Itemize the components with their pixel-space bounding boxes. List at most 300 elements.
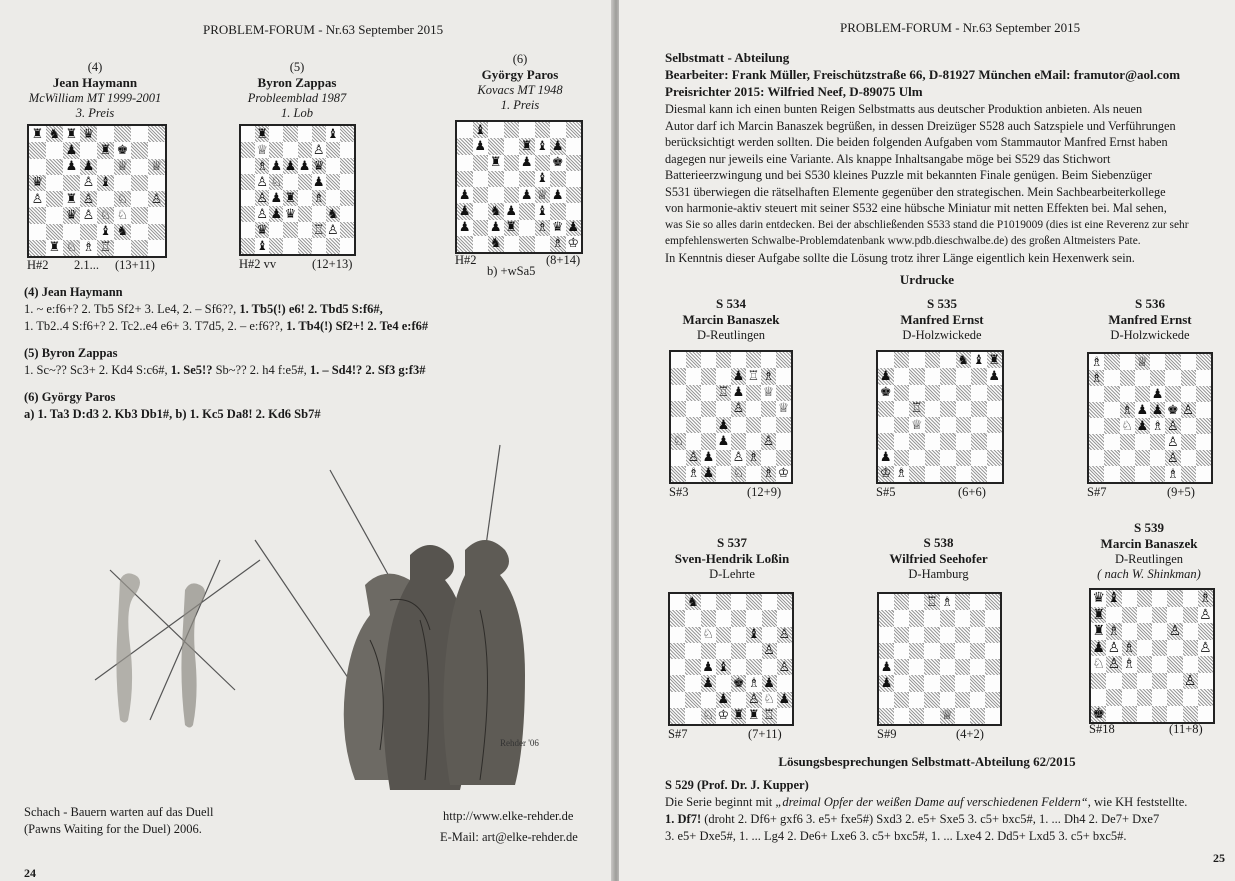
board-square — [114, 142, 131, 158]
stipulation: S#3 — [669, 485, 689, 499]
board-square — [894, 594, 909, 610]
black-piece: ♟ — [298, 158, 311, 174]
problem-author: Byron Zappas — [257, 75, 337, 90]
white-piece: ♖ — [747, 368, 760, 384]
board-square — [731, 692, 746, 708]
board-square — [956, 401, 972, 417]
board-square — [1181, 370, 1196, 386]
board-square — [940, 417, 956, 433]
artist-url[interactable]: http://www.elke-rehder.de — [443, 809, 574, 823]
solution-text: 1. ~ e:f6+? 2. Tb5 Sf2+ 3. Le4, 2. – Sf6??, — [24, 302, 240, 316]
board-square — [1150, 418, 1165, 434]
solution-s529 — [665, 777, 1225, 845]
board-square — [566, 187, 582, 203]
black-piece: ♟ — [270, 158, 283, 174]
problem-source: Kovacs MT 1948 — [477, 83, 563, 97]
board-square — [1135, 402, 1150, 418]
intro-line: Diesmal kann ich einen bunten Reigen Selbstmatts aus deutscher Produktion anbieten. Als neuen — [665, 102, 1143, 116]
board-square — [746, 401, 761, 417]
page-number: 25 — [1213, 851, 1225, 865]
black-piece: ♝ — [256, 238, 269, 254]
board-square — [746, 352, 761, 368]
board-square — [909, 368, 925, 384]
white-piece: ♗ — [1199, 590, 1212, 607]
board-square — [746, 385, 761, 401]
board-square — [340, 126, 354, 142]
board-square — [1165, 434, 1180, 450]
board-square — [956, 417, 972, 433]
board-square — [670, 692, 685, 708]
white-piece: ♗ — [1167, 466, 1179, 482]
page-number: 24 — [24, 866, 36, 880]
board-square — [685, 643, 700, 659]
board-square — [878, 385, 894, 401]
black-piece: ♟ — [458, 220, 471, 236]
black-piece: ♟ — [551, 138, 564, 154]
board-square — [1183, 673, 1198, 690]
board-square — [1120, 418, 1135, 434]
problem-author: Manfred Ernst — [900, 312, 984, 327]
board-square — [985, 692, 1000, 708]
section-title: Selbstmatt - Abteilung — [665, 50, 790, 65]
problem-award: 1. Lob — [281, 106, 313, 120]
white-piece: ♙ — [31, 191, 44, 207]
black-piece: ♜ — [1092, 623, 1105, 640]
board-square — [762, 692, 777, 708]
board-square — [761, 401, 776, 417]
board-square — [956, 368, 972, 384]
board-square — [925, 433, 941, 449]
board-square — [716, 708, 731, 724]
board-square — [1181, 418, 1196, 434]
board-square — [879, 594, 894, 610]
board-square — [1104, 450, 1119, 466]
black-piece: ♝ — [717, 659, 730, 675]
board-square — [1165, 466, 1180, 482]
board-square — [670, 627, 685, 643]
board-square — [671, 433, 686, 449]
board-square — [909, 401, 925, 417]
black-piece: ♛ — [312, 158, 325, 174]
black-piece: ♞ — [326, 206, 339, 222]
board-square — [46, 224, 63, 240]
board-square — [987, 433, 1003, 449]
board-square — [971, 450, 987, 466]
board-square — [924, 643, 939, 659]
board-square — [298, 190, 312, 206]
board-square — [29, 159, 46, 175]
problem-author: Jean Haymann — [52, 75, 138, 90]
board-square — [473, 122, 489, 138]
intro-line: S531 überwiegen die rätselhaften Elemente gegenüber den strategischen. Mein Sachbearbeiterkollege — [665, 184, 1166, 199]
black-piece: ♟ — [717, 692, 730, 708]
board-square — [762, 708, 777, 724]
board-square — [488, 122, 504, 138]
white-piece: ♙ — [256, 174, 269, 190]
black-piece: ♟ — [270, 190, 283, 206]
board-square — [255, 190, 269, 206]
board-square — [686, 368, 701, 384]
black-piece: ♜ — [489, 155, 502, 171]
solution-key: 1. Tb5(!) e6! 2. Tbd5 S:f6#, — [239, 302, 383, 316]
board-square — [701, 659, 716, 675]
problem-number: S 539 — [1134, 520, 1164, 535]
board-square — [148, 191, 165, 207]
board-square — [970, 643, 985, 659]
board-square — [686, 352, 701, 368]
board-square — [1089, 466, 1104, 482]
solution-line — [665, 811, 1225, 828]
board-square — [1122, 656, 1137, 673]
board-square — [473, 220, 489, 236]
board-square — [701, 417, 716, 433]
board-square — [63, 126, 80, 142]
black-piece: ♜ — [284, 190, 297, 206]
board-square — [131, 191, 148, 207]
black-piece: ♜ — [99, 142, 112, 158]
white-piece: ♕ — [116, 159, 129, 175]
problem-4-heading — [20, 60, 170, 121]
board-square — [987, 450, 1003, 466]
problem-author: Marcin Banaszek — [1100, 536, 1198, 551]
problem-heading — [656, 296, 806, 343]
board-square — [131, 142, 148, 158]
solution-text: 1. Sc~?? Sc3+ 2. Kd4 S:c6#, — [24, 363, 171, 377]
board-square — [283, 158, 297, 174]
board-square — [761, 352, 776, 368]
board-square — [731, 401, 746, 417]
board-square — [326, 174, 340, 190]
board-square — [1150, 370, 1165, 386]
white-piece: ♙ — [256, 190, 269, 206]
stipulation: H#2 vv — [239, 257, 277, 271]
white-piece: ♕ — [777, 401, 790, 417]
board-square — [131, 126, 148, 142]
board-square — [1137, 640, 1152, 657]
board-square — [550, 155, 566, 171]
chess-diagram — [877, 592, 1002, 726]
board-square — [80, 175, 97, 191]
intro-line: berücksichtigt werden sollten. Die beiden folgenden Aufgaben vom Stammautor Manfred Ernst haben — [665, 135, 1168, 149]
board-square — [241, 142, 255, 158]
solution-text: 1. Tb2..4 S:f6+? 2. Tc2..e4 e6+ 3. T7d5, 2. – e:f6??, — [24, 319, 287, 333]
board-square — [1167, 607, 1182, 624]
board-square — [1091, 607, 1106, 624]
board-square — [1196, 370, 1211, 386]
board-square — [29, 142, 46, 158]
board-square — [671, 385, 686, 401]
board-square — [1150, 466, 1165, 482]
stipulation: S#18 — [1089, 722, 1115, 736]
black-piece: ♟ — [732, 368, 745, 384]
board-square — [879, 643, 894, 659]
board-square — [777, 627, 792, 643]
board-square — [1106, 673, 1121, 690]
board-square — [535, 236, 551, 252]
board-square — [269, 126, 283, 142]
artwork-caption-line: (Pawns Waiting for the Duel) 2006. — [24, 822, 202, 836]
black-piece: ♝ — [99, 175, 112, 191]
board-square — [940, 466, 956, 482]
black-piece: ♟ — [1136, 418, 1149, 434]
board-square — [1089, 402, 1104, 418]
white-piece: ♖ — [717, 385, 730, 401]
board-square — [488, 236, 504, 252]
board-square — [473, 187, 489, 203]
solution-text: Sb~?? 2. h4 f:e5#, — [215, 363, 310, 377]
solution-title: (5) Byron Zappas — [24, 346, 118, 360]
white-piece: ♙ — [1199, 606, 1212, 623]
board-square — [131, 240, 148, 256]
solutions-block — [24, 284, 604, 423]
board-square — [1135, 354, 1150, 370]
black-piece: ♝ — [536, 203, 549, 219]
board-square — [241, 222, 255, 238]
black-piece: ♛ — [31, 175, 44, 191]
board-square — [255, 206, 269, 222]
board-square — [340, 190, 354, 206]
black-piece: ♟ — [312, 174, 325, 190]
board-square — [685, 708, 700, 724]
white-piece: ♙ — [1183, 672, 1197, 689]
solution-line — [24, 362, 604, 379]
board-square — [987, 368, 1003, 384]
board-square — [148, 159, 165, 175]
board-square — [1165, 450, 1180, 466]
board-square — [1152, 590, 1167, 607]
black-piece: ♟ — [520, 187, 533, 203]
black-piece: ♜ — [256, 126, 269, 142]
board-square — [701, 466, 716, 482]
board-square — [312, 206, 326, 222]
problem-number: S 535 — [927, 296, 957, 311]
chess-diagram — [876, 350, 1004, 484]
urdrucke-heading: Urdrucke — [899, 272, 955, 287]
board-square — [519, 171, 535, 187]
solution-text: , wie KH feststellte. — [1087, 795, 1188, 809]
board-square — [925, 417, 941, 433]
black-piece: ♜ — [988, 352, 1001, 368]
white-piece: ♙ — [1168, 623, 1182, 640]
board-square — [1089, 370, 1104, 386]
board-square — [746, 433, 761, 449]
section-judge: Preisrichter 2015: Wilfried Neef, D-89075 Ulm — [665, 84, 923, 99]
white-piece: ♔ — [717, 708, 730, 724]
board-square — [326, 206, 340, 222]
board-square — [940, 401, 956, 417]
board-square — [1135, 418, 1150, 434]
board-square — [701, 450, 716, 466]
board-square — [971, 352, 987, 368]
board-square — [670, 643, 685, 659]
board-square — [340, 158, 354, 174]
board-square — [909, 385, 925, 401]
white-piece: ♘ — [732, 466, 745, 482]
piece-count: (8+14) — [546, 253, 581, 267]
board-square — [762, 659, 777, 675]
solution-key: 1. Df7! — [665, 812, 702, 826]
board-square — [298, 142, 312, 158]
board-square — [971, 401, 987, 417]
board-square — [1181, 466, 1196, 482]
chess-diagram — [669, 350, 793, 484]
piece-count: (11+8) — [1169, 722, 1203, 736]
board-square — [1165, 354, 1180, 370]
white-piece: ♙ — [1107, 639, 1121, 656]
board-square — [671, 401, 686, 417]
board-square — [97, 240, 114, 256]
board-square — [909, 627, 924, 643]
board-square — [269, 174, 283, 190]
board-square — [924, 627, 939, 643]
white-piece: ♗ — [82, 240, 95, 256]
board-square — [955, 708, 970, 724]
board-square — [879, 692, 894, 708]
problem-number: S 537 — [717, 535, 747, 550]
board-square — [1135, 466, 1150, 482]
solution-quote: „dreimal Opfer der weißen Dame auf verschiedenen Feldern“ — [775, 795, 1088, 809]
board-square — [255, 222, 269, 238]
board-square — [701, 643, 716, 659]
board-square — [970, 610, 985, 626]
board-square — [879, 659, 894, 675]
board-square — [776, 368, 791, 384]
board-square — [701, 627, 716, 643]
piece-count: (6+6) — [958, 485, 986, 499]
board-square — [701, 610, 716, 626]
board-square — [776, 450, 791, 466]
problem-author: Marcin Banaszek — [682, 312, 780, 327]
stipulation: S#9 — [877, 727, 897, 741]
black-piece: ♟ — [505, 203, 518, 219]
board-square — [746, 692, 761, 708]
board-square — [298, 222, 312, 238]
board-square — [894, 466, 910, 482]
board-square — [940, 675, 955, 691]
board-square — [701, 368, 716, 384]
white-piece: ♗ — [762, 368, 775, 384]
board-square — [670, 675, 685, 691]
board-square — [473, 236, 489, 252]
problem-5-heading — [222, 60, 372, 121]
board-square — [985, 708, 1000, 724]
board-square — [1135, 370, 1150, 386]
board-square — [566, 122, 582, 138]
board-square — [1198, 673, 1213, 690]
white-piece: ♙ — [1182, 402, 1194, 418]
board-square — [566, 138, 582, 154]
board-square — [955, 692, 970, 708]
board-square — [312, 174, 326, 190]
board-square — [955, 610, 970, 626]
board-square — [1122, 640, 1137, 657]
black-piece: ♟ — [702, 466, 715, 482]
board-square — [894, 708, 909, 724]
problem-number: S 534 — [716, 296, 746, 311]
black-piece: ♟ — [567, 220, 580, 236]
board-square — [148, 207, 165, 223]
board-square — [909, 417, 925, 433]
black-piece: ♜ — [31, 126, 44, 142]
board-square — [1198, 689, 1213, 706]
board-square — [504, 236, 520, 252]
black-piece: ♚ — [732, 675, 745, 691]
board-square — [473, 171, 489, 187]
board-square — [1135, 386, 1150, 402]
piece-count: (7+11) — [748, 727, 782, 741]
black-piece: ♟ — [284, 158, 297, 174]
board-square — [1122, 590, 1137, 607]
board-square — [1120, 354, 1135, 370]
board-square — [670, 594, 685, 610]
chess-diagram — [27, 124, 167, 258]
board-square — [776, 401, 791, 417]
board-square — [148, 224, 165, 240]
board-square — [716, 675, 731, 691]
board-square — [1198, 590, 1213, 607]
board-square — [970, 708, 985, 724]
board-square — [701, 675, 716, 691]
board-square — [131, 207, 148, 223]
board-square — [1152, 706, 1167, 723]
intro-line: Autor darf ich Marcin Banaszek begrüßen, in dessen Dreizüger S528 auch Satzspiele und Verführungen — [665, 118, 1176, 133]
board-square — [940, 659, 955, 675]
problem-place: D-Lehrte — [709, 567, 755, 581]
board-square — [716, 643, 731, 659]
board-square — [283, 126, 297, 142]
board-square — [940, 610, 955, 626]
board-square — [241, 126, 255, 142]
board-square — [716, 401, 731, 417]
board-square — [519, 203, 535, 219]
board-square — [488, 220, 504, 236]
black-piece: ♛ — [284, 206, 297, 222]
problem-heading — [865, 296, 1019, 343]
black-piece: ♛ — [82, 126, 95, 142]
board-square — [504, 155, 520, 171]
white-piece: ♘ — [763, 692, 775, 708]
board-square — [1120, 434, 1135, 450]
board-square — [985, 643, 1000, 659]
board-square — [80, 159, 97, 175]
board-square — [298, 238, 312, 254]
board-square — [148, 240, 165, 256]
board-square — [326, 126, 340, 142]
board-square — [519, 122, 535, 138]
board-square — [909, 450, 925, 466]
board-square — [746, 675, 761, 691]
solution-key: a) 1. Ta3 D:d3 2. Kb3 Db1#, b) 1. Kc5 Da8! 2. Kd6 Sb7# — [24, 407, 321, 421]
black-piece: ♝ — [748, 627, 760, 643]
artist-email[interactable]: E-Mail: art@elke-rehder.de — [440, 830, 578, 844]
board-square — [1104, 370, 1119, 386]
board-square — [970, 659, 985, 675]
board-square — [761, 417, 776, 433]
board-square — [63, 142, 80, 158]
white-piece: ♙ — [326, 222, 339, 238]
board-square — [909, 433, 925, 449]
board-square — [550, 138, 566, 154]
board-square — [1104, 466, 1119, 482]
board-square — [746, 643, 761, 659]
board-square — [488, 155, 504, 171]
black-piece: ♝ — [99, 224, 112, 240]
white-piece: ♙ — [762, 433, 775, 449]
white-piece: ♔ — [777, 466, 790, 482]
chess-diagram — [1089, 588, 1215, 724]
board-square — [987, 417, 1003, 433]
board-square — [956, 466, 972, 482]
